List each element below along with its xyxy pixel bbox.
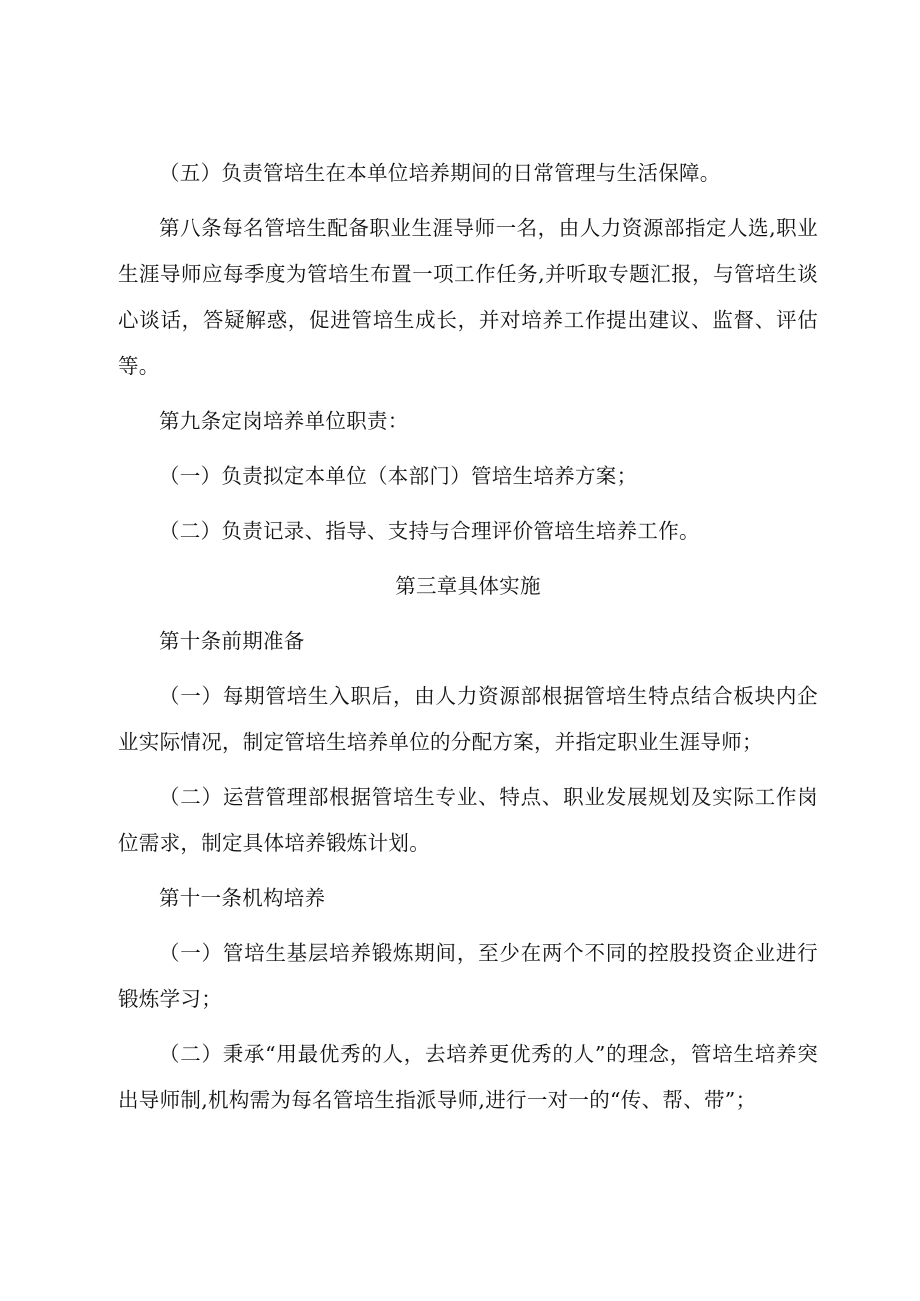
article-10-item-2: （二）运营管理部根据管培生专业、特点、职业发展规划及实际工作岗位需求，制定具体培养锻炼计划。 <box>118 785 818 855</box>
article-10-heading: 第十条前期准备 <box>159 629 305 653</box>
chapter-3-title: 第三章具体实施 <box>395 574 541 598</box>
article-9-item-1: （一）负责拟定本单位（本部门）管培生培养方案； <box>159 464 638 488</box>
document-body <box>118 150 818 1132</box>
article-9-item-2: （二）负责记录、指导、支持与合理评价管培生培养工作。 <box>159 519 700 543</box>
paragraph-item-5-duty: （五）负责管培生在本单位培养期间的日常管理与生活保障。 <box>159 161 721 185</box>
article-11-heading: 第十一条机构培养 <box>159 886 326 910</box>
article-10-item-1: （一）每期管培生入职后，由人力资源部根据管培生特点结合板块内企业实际情况，制定管培生培养单位的分配方案，并指定职业生涯导师； <box>118 684 818 754</box>
article-11-item-1: （一）管培生基层培养锻炼期间，至少在两个不同的控股投资企业进行锻炼学习； <box>118 941 818 1011</box>
article-11-item-2: （二）秉承“用最优秀的人，去培养更优秀的人”的理念，管培生培养突出导师制,机构需为每名管培生指派导师,进行一对一的“传、帮、带”； <box>118 1042 818 1112</box>
article-8-career-mentor: 第八条每名管培生配备职业生涯导师一名，由人力资源部指定人选,职业生涯导师应每季度为管培生布置一项工作任务,并听取专题汇报，与管培生谈心谈话，答疑解惑，促进管培生成长，并对培养工作提出建议、监督、评估等。 <box>118 216 818 378</box>
article-9-heading: 第九条定岗培养单位职责： <box>159 409 409 433</box>
